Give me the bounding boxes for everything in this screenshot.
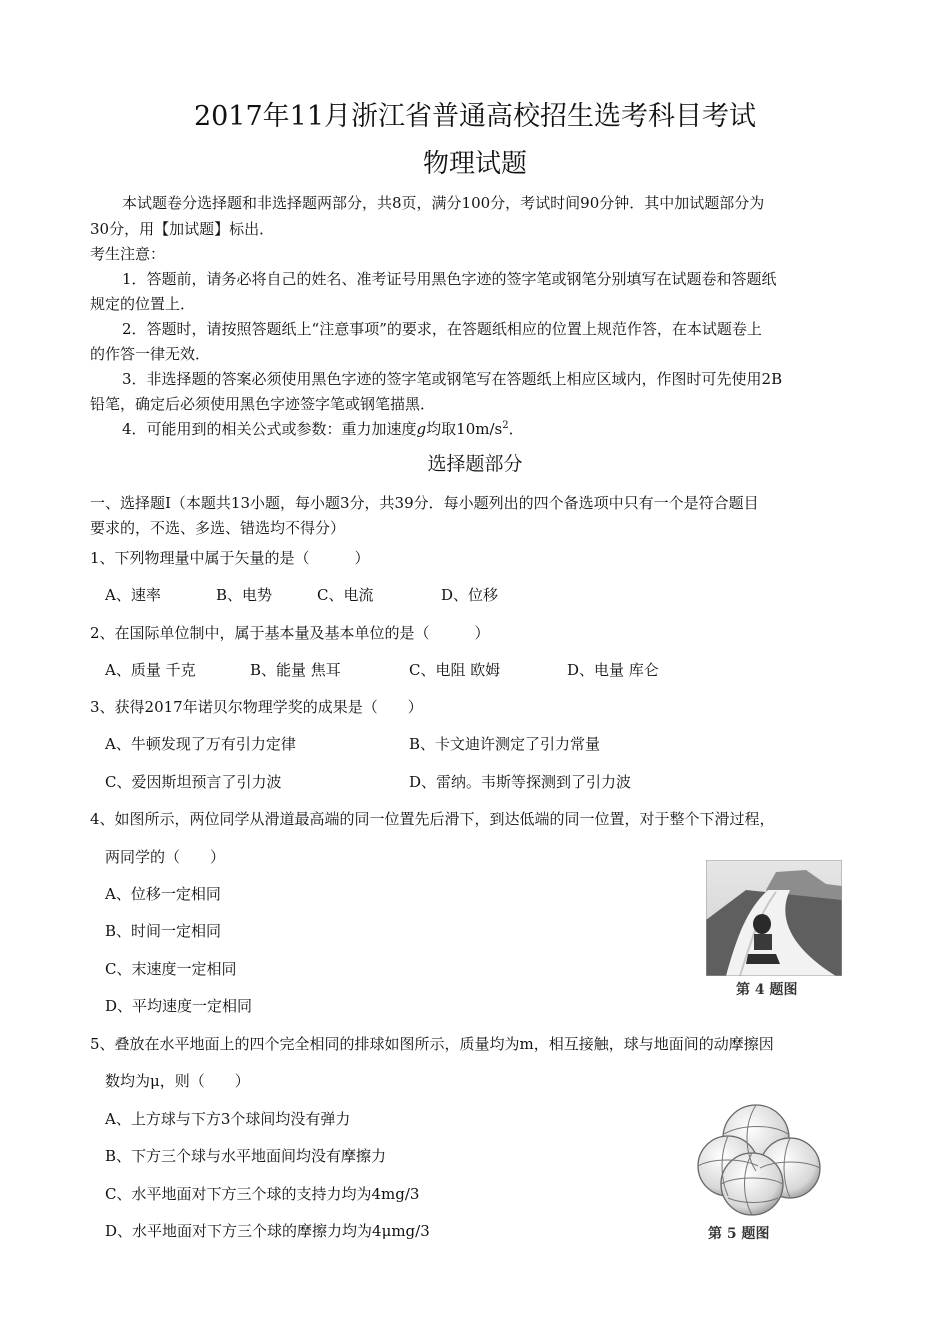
question-4-option-c: C、末速度一定相同 <box>105 960 237 978</box>
page-subtitle: 物理试题 <box>422 149 527 179</box>
note-2-line-1: 2．答题时，请按照答题纸上“注意事项”的要求，在答题纸相应的位置上规范作答，在本试题卷上 <box>122 320 762 338</box>
question-3-option-d: D、雷纳。韦斯等探测到了引力波 <box>409 773 632 791</box>
question-3-stem: 3、获得2017年诺贝尔物理学奖的成果是（ ） <box>90 698 423 716</box>
note-2-line-2: 的作答一律无效． <box>90 345 211 363</box>
stacked-volleyballs-figure <box>692 1100 824 1218</box>
question-1-option-d: D、位移 <box>441 586 499 604</box>
question-4-stem-line-1: 4、如图所示，两位同学从滑道最高端的同一位置先后滑下，到达低端的同一位置，对于整个下滑过程， <box>90 810 775 828</box>
question-5-option-d: D、水平地面对下方三个球的摩擦力均为4μmg/3 <box>105 1222 430 1240</box>
section-desc-line-1: 一、选择题Ⅰ（本题共13小题，每小题3分，共39分．每小题列出的四个备选项中只有一个是符合题目 <box>90 494 759 512</box>
question-3-option-a: A、牛顿发现了万有引力定律 <box>105 735 296 753</box>
section-desc-line-2: 要求的，不选、多选、错选均不得分） <box>90 519 346 537</box>
notes-heading: 考生注意： <box>90 245 166 263</box>
question-5-stem-line-2: 数均为μ，则（ ） <box>105 1072 250 1090</box>
note-4 <box>122 420 524 438</box>
question-4-stem-line-2: 两同学的（ ） <box>105 848 226 866</box>
figure-4-caption: 第 4 题图 <box>736 982 798 998</box>
intro-line-2: 30分，用【加试题】标出． <box>90 220 275 238</box>
page-title: 2017年11月浙江省普通高校招生选考科目考试 <box>193 101 757 132</box>
note-4-end: ． <box>508 420 524 438</box>
question-3-option-b: B、卡文迪许测定了引力常量 <box>409 735 601 753</box>
note-1-line-1: 1．答题前，请务必将自己的姓名、准考证号用黑色字迹的签字笔或钢笔分别填写在试题卷和答题纸 <box>122 270 777 288</box>
note-3-line-2: 铅笔，确定后必须使用黑色字迹签字笔或钢笔描黑． <box>90 395 436 413</box>
note-3-line-1: 3．非选择题的答案必须使用黑色字迹的签字笔或钢笔写在答题纸上相应区域内，作图时可先使用2B <box>122 370 783 388</box>
question-5-option-c: C、水平地面对下方三个球的支持力均为4mg/3 <box>105 1185 420 1203</box>
gravity-symbol: g <box>416 420 427 438</box>
question-1-stem: 1、下列物理量中属于矢量的是（ ） <box>90 549 370 567</box>
question-4-option-b: B、时间一定相同 <box>105 922 222 940</box>
note-4-value: 均取10m/s <box>426 420 503 438</box>
note-1-line-2: 规定的位置上． <box>90 295 196 313</box>
question-1-option-b: B、电势 <box>216 586 273 604</box>
water-slide-figure <box>706 860 842 976</box>
question-1-option-c: C、电流 <box>317 586 374 604</box>
note-4-prefix: 4．可能用到的相关公式或参数：重力加速度 <box>122 420 417 438</box>
intro-line-1: 本试题卷分选择题和非选择题两部分，共8页，满分100分，考试时间90分钟．其中加试题部分为 <box>122 194 765 212</box>
question-2-option-a: A、质量 千克 <box>105 661 196 679</box>
question-3-option-c: C、爱因斯坦预言了引力波 <box>105 773 282 791</box>
question-1-option-a: A、速率 <box>105 586 161 604</box>
question-2-option-c: C、电阻 欧姆 <box>409 661 501 679</box>
question-2-option-d: D、电量 库仑 <box>567 661 659 679</box>
question-4-option-a: A、位移一定相同 <box>105 885 221 903</box>
figure-5-caption: 第 5 题图 <box>708 1226 770 1242</box>
section-title: 选择题部分 <box>427 453 523 475</box>
question-5-stem-line-1: 5、叠放在水平地面上的四个完全相同的排球如图所示，质量均为m，相互接触，球与地面间的动摩擦因 <box>90 1035 774 1053</box>
exponent: 2 <box>502 420 509 431</box>
question-2-stem: 2、在国际单位制中，属于基本量及基本单位的是（ ） <box>90 624 490 642</box>
question-4-option-d: D、平均速度一定相同 <box>105 997 253 1015</box>
question-5-option-b: B、下方三个球与水平地面间均没有摩擦力 <box>105 1147 387 1165</box>
question-5-option-a: A、上方球与下方3个球间均没有弹力 <box>105 1110 351 1128</box>
question-2-option-b: B、能量 焦耳 <box>250 661 341 679</box>
